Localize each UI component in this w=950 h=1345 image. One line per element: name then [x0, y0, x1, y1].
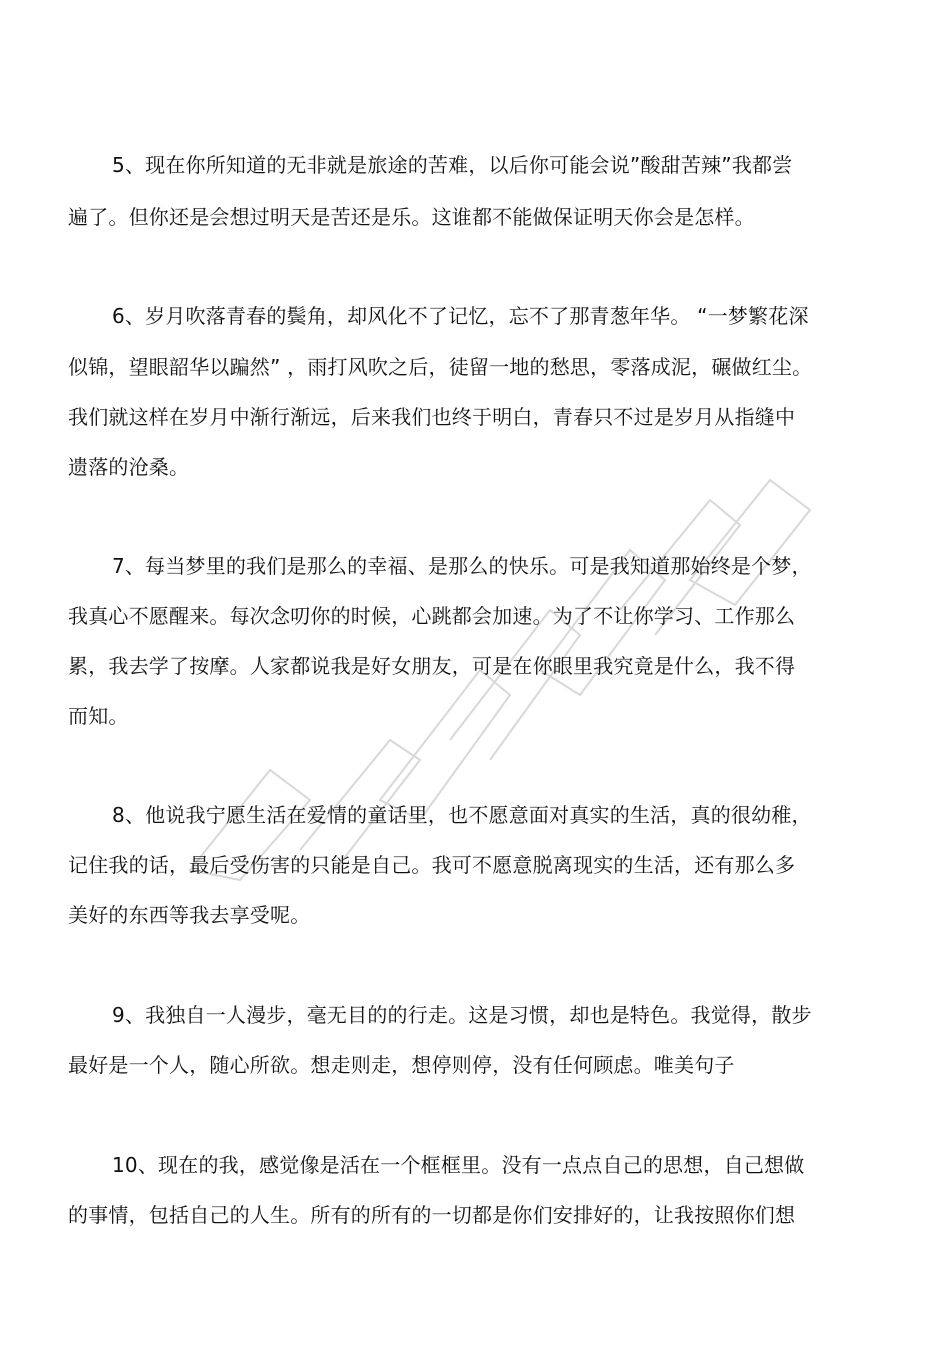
paragraph-7-line-3: 累，我去学了按摩。人家都说我是好女朋友，可是在你眼里我究竟是什么，我不得 [68, 654, 796, 678]
paragraph-7-line-1: 7、每当梦里的我们是那么的幸福、是那么的快乐。可是我知道那始终是个梦， [112, 554, 812, 578]
paragraph-8-line-1: 8、他说我宁愿生活在爱情的童话里，也不愿意面对真实的生活，真的很幼稚， [112, 803, 812, 827]
paragraph-8-line-2: 记住我的话，最后受伤害的只能是自己。我可不愿意脱离现实的生活，还有那么多 [68, 853, 796, 877]
paragraph-6-line-1: 6、岁月吹落青春的鬓角，却风化不了记忆，忘不了那青葱年华。 “一梦繁花深 [112, 304, 809, 328]
paragraph-7-line-2: 我真心不愿醒来。每次念叨你的时候，心跳都会加速。为了不让你学习、工作那么 [68, 604, 796, 628]
paragraph-6-line-2: 似锦，望眼韶华以蹁然” ，雨打风吹之后，徒留一地的愁思，零落成泥，碾做红尘。 [68, 355, 813, 379]
paragraph-10-line-1: 10、现在的我，感觉像是活在一个框框里。没有一点点自己的思想，自己想做 [112, 1153, 805, 1177]
paragraph-8-line-3: 美好的东西等我去享受呢。 [68, 903, 311, 927]
paragraph-6-line-4: 遗落的沧桑。 [68, 455, 190, 479]
paragraph-5-line-1: 5、现在你所知道的无非就是旅途的苦难，以后你可能会说”酸甜苦辣”我都尝 [112, 153, 793, 177]
paragraph-9-line-2: 最好是一个人，随心所欲。想走则走，想停则停，没有任何顾虑。唯美句子 [68, 1053, 735, 1077]
paragraph-5-line-2: 遍了。但你还是会想过明天是苦还是乐。这谁都不能做保证明天你会是怎样。 [68, 205, 755, 229]
paragraph-6-line-3: 我们就这样在岁月中渐行渐远，后来我们也终于明白，青春只不过是岁月从指缝中 [68, 405, 796, 429]
paragraph-7-line-4: 而知。 [68, 704, 129, 728]
paragraph-9-line-1: 9、我独自一人漫步，毫无目的的行走。这是习惯，却也是特色。我觉得，散步 [112, 1003, 812, 1027]
paragraph-10-line-2: 的事情，包括自己的人生。所有的所有的一切都是你们安排好的，让我按照你们想 [68, 1203, 796, 1227]
